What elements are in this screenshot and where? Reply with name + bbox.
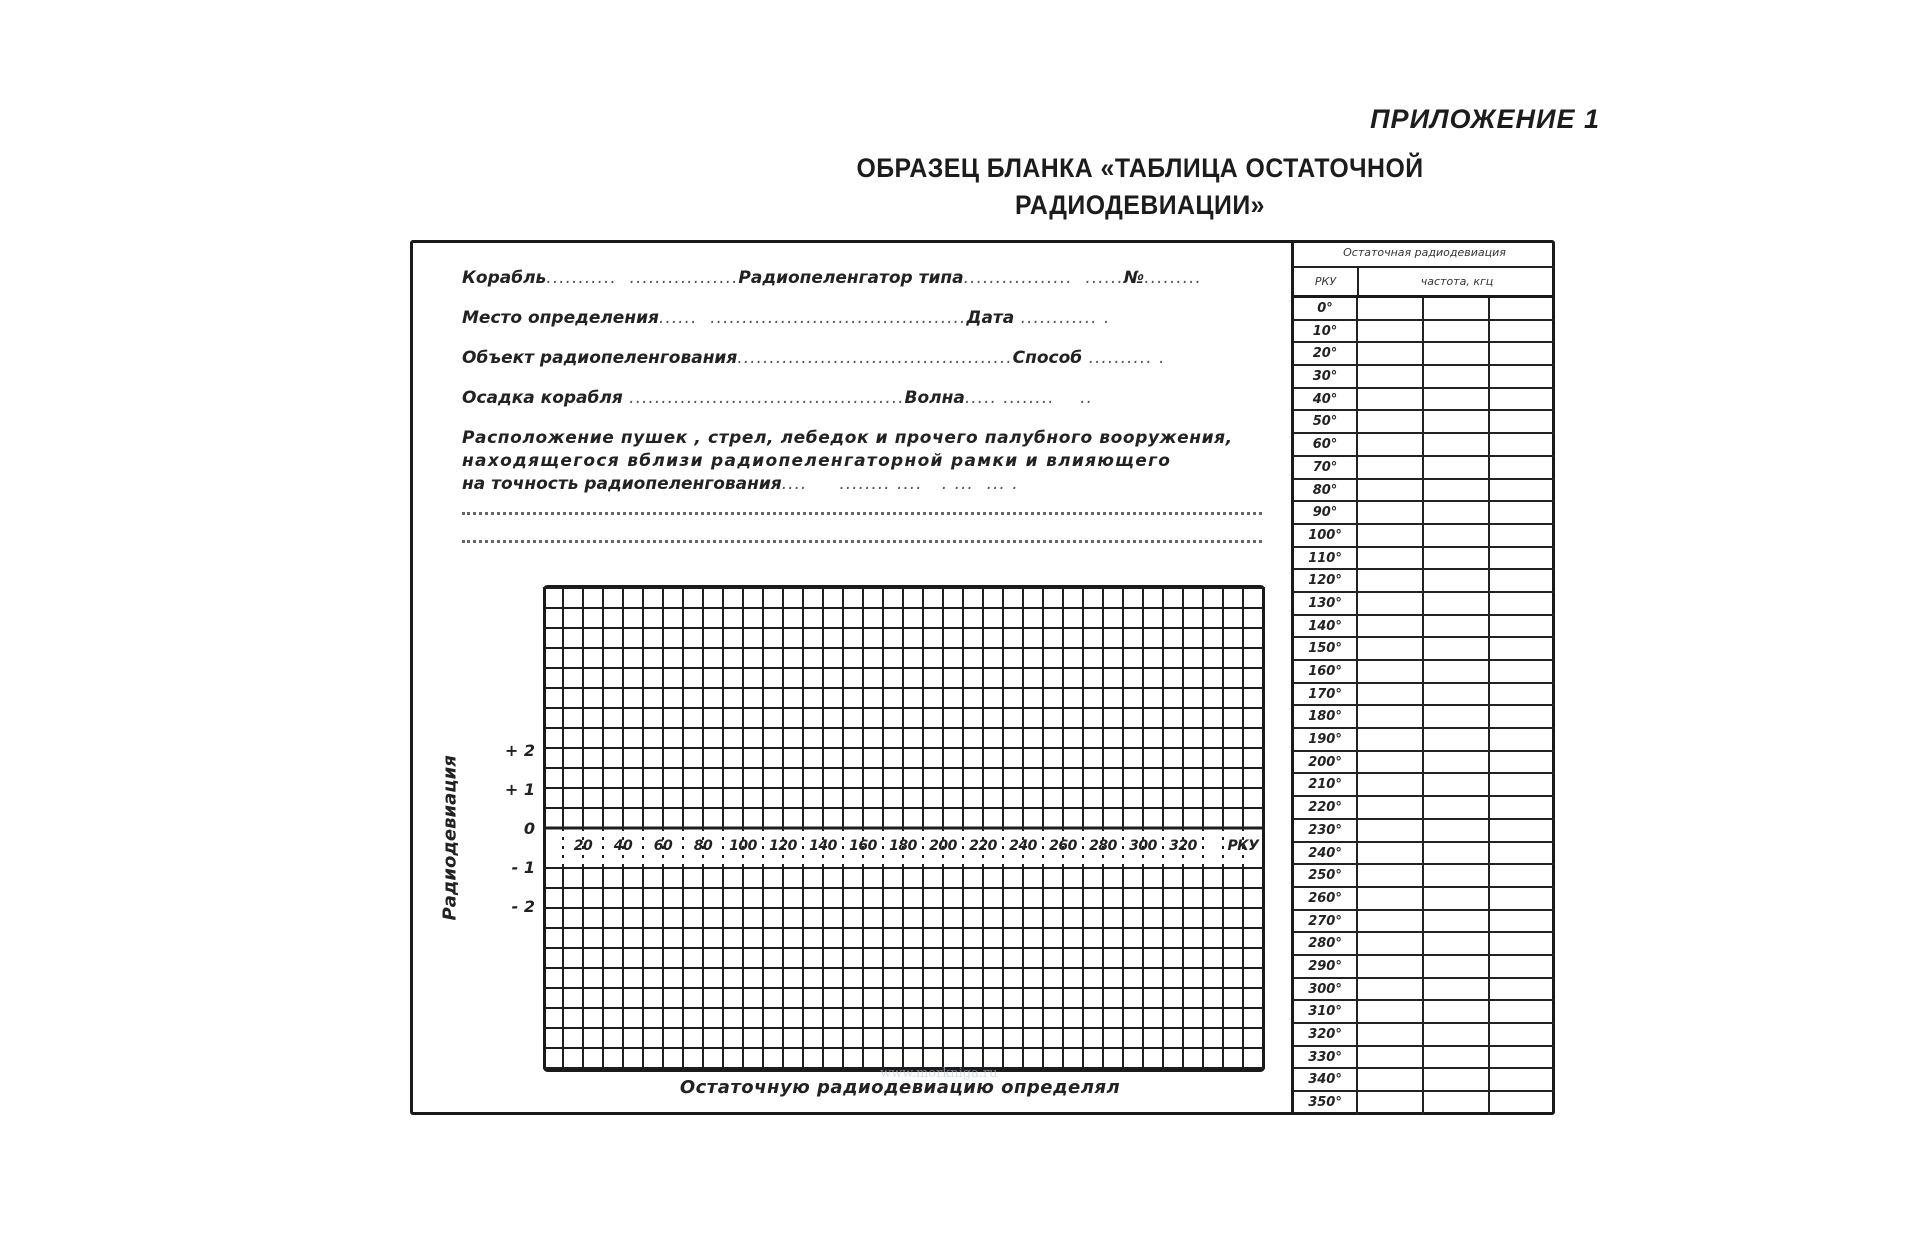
frequency-value-cell[interactable] xyxy=(1424,820,1490,841)
frequency-value-cell[interactable] xyxy=(1424,774,1490,795)
frequency-value-cell[interactable] xyxy=(1424,502,1490,523)
frequency-value-cell[interactable] xyxy=(1424,888,1490,909)
frequency-value-cell[interactable] xyxy=(1424,661,1490,682)
column-header-rku: РКУ xyxy=(1294,268,1359,295)
frequency-value-cell[interactable] xyxy=(1424,1092,1490,1115)
rku-cell: 300° xyxy=(1294,979,1358,1000)
table-row xyxy=(1294,343,1555,366)
x-tick-label: 220 xyxy=(969,838,997,854)
frequency-value-cell[interactable] xyxy=(1358,684,1424,705)
frequency-value-cell[interactable] xyxy=(1490,570,1555,591)
frequency-value-cell[interactable] xyxy=(1358,1001,1424,1022)
graph-y-label: Радиодевиация xyxy=(439,755,461,921)
rku-cell: 100° xyxy=(1294,525,1358,546)
frequency-value-cell[interactable] xyxy=(1424,343,1490,364)
rku-cell: 310° xyxy=(1294,1001,1358,1022)
table-row xyxy=(1294,661,1555,684)
rku-cell: 220° xyxy=(1294,797,1358,818)
frequency-value-cell[interactable] xyxy=(1358,752,1424,773)
frequency-value-cell[interactable] xyxy=(1358,389,1424,410)
date-label: Дата xyxy=(966,308,1015,328)
frequency-value-cell[interactable] xyxy=(1358,343,1424,364)
table-row xyxy=(1294,1092,1555,1115)
table-row xyxy=(1294,593,1555,616)
y-tick-plus-1: + 1 xyxy=(504,780,535,799)
table-row xyxy=(1294,752,1555,775)
rku-cell: 330° xyxy=(1294,1047,1358,1068)
place-label: Место определения xyxy=(462,308,659,328)
frequency-value-cell[interactable] xyxy=(1424,684,1490,705)
blank-line-2 xyxy=(462,540,1262,543)
rku-cell: 40° xyxy=(1294,389,1358,410)
frequency-value-cell[interactable] xyxy=(1490,752,1555,773)
table-header-row xyxy=(1294,268,1555,298)
table-row xyxy=(1294,525,1555,548)
frequency-value-cell[interactable] xyxy=(1424,548,1490,569)
direction-finder-label: Радиопеленгатор типа xyxy=(738,268,964,288)
frequency-value-cell[interactable] xyxy=(1424,911,1490,932)
x-tick-label: 160 xyxy=(849,838,877,854)
frequency-value-cell[interactable] xyxy=(1424,729,1490,750)
frequency-value-cell[interactable] xyxy=(1424,752,1490,773)
frequency-value-cell[interactable] xyxy=(1358,434,1424,455)
frequency-value-cell[interactable] xyxy=(1358,525,1424,546)
frequency-value-cell[interactable] xyxy=(1424,933,1490,954)
frequency-value-cell[interactable] xyxy=(1424,797,1490,818)
table-row xyxy=(1294,1024,1555,1047)
frequency-value-cell[interactable] xyxy=(1424,979,1490,1000)
frequency-value-cell[interactable] xyxy=(1358,1092,1424,1115)
frequency-value-cell[interactable] xyxy=(1424,570,1490,591)
table-row xyxy=(1294,820,1555,843)
wave-label: Волна xyxy=(904,388,965,408)
x-tick-label: 140 xyxy=(809,838,837,854)
field-ship-row: Корабль........... .................Радиопеленгатор типа................. ......№......... xyxy=(462,268,1202,288)
frequency-value-cell[interactable] xyxy=(1358,411,1424,432)
rku-cell: 130° xyxy=(1294,593,1358,614)
frequency-value-cell[interactable] xyxy=(1490,933,1555,954)
frequency-value-cell[interactable] xyxy=(1358,1069,1424,1090)
frequency-value-cell[interactable] xyxy=(1424,389,1490,410)
rku-cell: 110° xyxy=(1294,548,1358,569)
x-tick-label: 80 xyxy=(693,838,713,854)
table-row xyxy=(1294,298,1555,321)
frequency-value-cell[interactable] xyxy=(1490,480,1555,501)
rku-cell: 210° xyxy=(1294,774,1358,795)
appendix-label: ПРИЛОЖЕНИЕ 1 xyxy=(1370,104,1600,134)
frequency-value-cell[interactable] xyxy=(1358,366,1424,387)
rku-cell: 250° xyxy=(1294,865,1358,886)
table-row xyxy=(1294,366,1555,389)
frequency-value-cell[interactable] xyxy=(1490,1047,1555,1068)
frequency-value-cell[interactable] xyxy=(1358,661,1424,682)
x-tick-label: 320 xyxy=(1169,838,1197,854)
method-label: Способ xyxy=(1012,348,1083,368)
frequency-value-cell[interactable] xyxy=(1358,502,1424,523)
table-row xyxy=(1294,548,1555,571)
blank-line-1 xyxy=(462,512,1262,515)
frequency-value-cell[interactable] xyxy=(1490,797,1555,818)
frequency-value-cell[interactable] xyxy=(1490,820,1555,841)
rku-cell: 270° xyxy=(1294,911,1358,932)
table-row xyxy=(1294,1069,1555,1092)
frequency-value-cell[interactable] xyxy=(1490,525,1555,546)
frequency-value-cell[interactable] xyxy=(1424,1047,1490,1068)
document-title xyxy=(790,150,1489,224)
frequency-value-cell[interactable] xyxy=(1358,1024,1424,1045)
frequency-value-cell[interactable] xyxy=(1358,706,1424,727)
table-row xyxy=(1294,888,1555,911)
draft-label: Осадка корабля xyxy=(462,388,623,408)
frequency-value-cell[interactable] xyxy=(1490,593,1555,614)
frequency-value-cell[interactable] xyxy=(1358,865,1424,886)
frequency-value-cell[interactable] xyxy=(1490,1001,1555,1022)
rku-cell: 70° xyxy=(1294,457,1358,478)
table-row xyxy=(1294,729,1555,752)
frequency-value-cell[interactable] xyxy=(1490,956,1555,977)
rku-cell: 160° xyxy=(1294,661,1358,682)
table-row xyxy=(1294,457,1555,480)
field-draft-row: Осадка корабля ...........................................Волна..... ........ .. xyxy=(462,388,1093,408)
rku-cell: 50° xyxy=(1294,411,1358,432)
rku-cell: 240° xyxy=(1294,843,1358,864)
rku-cell: 150° xyxy=(1294,638,1358,659)
rku-cell: 350° xyxy=(1294,1092,1358,1115)
frequency-value-cell[interactable] xyxy=(1424,865,1490,886)
table-row xyxy=(1294,570,1555,593)
frequency-value-cell[interactable] xyxy=(1424,525,1490,546)
frequency-value-cell[interactable] xyxy=(1490,321,1555,342)
frequency-value-cell[interactable] xyxy=(1490,774,1555,795)
x-tick-label: 40 xyxy=(613,838,633,854)
frequency-value-cell[interactable] xyxy=(1490,979,1555,1000)
table-row xyxy=(1294,774,1555,797)
x-tick-label: 280 xyxy=(1089,838,1117,854)
residual-deviation-table xyxy=(1291,240,1555,1115)
y-tick-zero: 0 xyxy=(523,819,535,838)
frequency-value-cell[interactable] xyxy=(1490,911,1555,932)
rku-cell: 180° xyxy=(1294,706,1358,727)
frequency-value-cell[interactable] xyxy=(1490,548,1555,569)
frequency-value-cell[interactable] xyxy=(1424,593,1490,614)
table-row xyxy=(1294,502,1555,525)
table-row xyxy=(1294,956,1555,979)
frequency-value-cell[interactable] xyxy=(1490,1024,1555,1045)
rku-cell: 320° xyxy=(1294,1024,1358,1045)
table-row xyxy=(1294,1047,1555,1070)
frequency-value-cell[interactable] xyxy=(1490,661,1555,682)
frequency-value-cell[interactable] xyxy=(1424,366,1490,387)
frequency-value-cell[interactable] xyxy=(1490,865,1555,886)
frequency-value-cell[interactable] xyxy=(1358,820,1424,841)
title-line-1: ОБРАЗЕЦ БЛАНКА «ТАБЛИЦА ОСТАТОЧНОЙ xyxy=(856,153,1424,183)
location-line-3-row: на точность радиопеленгования.... ........ .... . ... ... . xyxy=(462,474,1019,494)
table-body xyxy=(1294,298,1555,1115)
frequency-value-cell[interactable] xyxy=(1490,434,1555,455)
frequency-value-cell[interactable] xyxy=(1358,888,1424,909)
x-tick-label: 240 xyxy=(1009,838,1037,854)
title-line-2: РАДИОДЕВИАЦИИ» xyxy=(1015,190,1265,220)
frequency-value-cell[interactable] xyxy=(1358,298,1424,319)
number-label: № xyxy=(1123,268,1145,288)
rku-cell: 340° xyxy=(1294,1069,1358,1090)
x-tick-label: 20 xyxy=(573,838,593,854)
frequency-value-cell[interactable] xyxy=(1424,298,1490,319)
frequency-value-cell[interactable] xyxy=(1358,593,1424,614)
watermark: www.morkniga.ru xyxy=(880,1066,998,1081)
frequency-value-cell[interactable] xyxy=(1490,843,1555,864)
frequency-value-cell[interactable] xyxy=(1358,911,1424,932)
frequency-value-cell[interactable] xyxy=(1358,548,1424,569)
table-row xyxy=(1294,321,1555,344)
y-tick-minus-1: - 1 xyxy=(511,858,535,877)
table-row xyxy=(1294,638,1555,661)
table-row xyxy=(1294,389,1555,412)
rku-cell: 230° xyxy=(1294,820,1358,841)
rku-cell: 60° xyxy=(1294,434,1358,455)
frequency-value-cell[interactable] xyxy=(1424,843,1490,864)
x-tick-label: 300 xyxy=(1129,838,1157,854)
rku-cell: 140° xyxy=(1294,616,1358,637)
rku-cell: 0° xyxy=(1294,298,1358,319)
frequency-value-cell[interactable] xyxy=(1424,1069,1490,1090)
field-object-row: Объект радиопеленгования...........................................Способ .......... . xyxy=(462,348,1166,368)
frequency-value-cell[interactable] xyxy=(1490,343,1555,364)
table-row xyxy=(1294,1001,1555,1024)
table-row xyxy=(1294,480,1555,503)
x-tick-label: 100 xyxy=(729,838,757,854)
rku-cell: 90° xyxy=(1294,502,1358,523)
frequency-value-cell[interactable] xyxy=(1358,979,1424,1000)
frequency-value-cell[interactable] xyxy=(1424,1024,1490,1045)
frequency-value-cell[interactable] xyxy=(1424,616,1490,637)
table-row xyxy=(1294,616,1555,639)
table-row xyxy=(1294,411,1555,434)
frequency-value-cell[interactable] xyxy=(1490,684,1555,705)
frequency-value-cell[interactable] xyxy=(1424,434,1490,455)
rku-cell: 200° xyxy=(1294,752,1358,773)
determined-by-label: Остаточную радиодевиацию определял xyxy=(679,1077,1121,1098)
table-row xyxy=(1294,684,1555,707)
frequency-value-cell[interactable] xyxy=(1424,480,1490,501)
field-place-row: Место определения...... ........................................Дата ............ . xyxy=(462,308,1111,328)
frequency-value-cell[interactable] xyxy=(1424,706,1490,727)
rku-cell: 120° xyxy=(1294,570,1358,591)
object-label: Объект радиопеленгования xyxy=(462,348,738,368)
grid-lines xyxy=(543,585,1265,1072)
frequency-value-cell[interactable] xyxy=(1424,1001,1490,1022)
frequency-value-cell[interactable] xyxy=(1490,502,1555,523)
frequency-value-cell[interactable] xyxy=(1358,1047,1424,1068)
frequency-value-cell[interactable] xyxy=(1358,480,1424,501)
frequency-value-cell[interactable] xyxy=(1358,457,1424,478)
frequency-value-cell[interactable] xyxy=(1358,570,1424,591)
frequency-value-cell[interactable] xyxy=(1490,411,1555,432)
x-tick-label: 260 xyxy=(1049,838,1077,854)
table-row xyxy=(1294,706,1555,729)
table-row xyxy=(1294,843,1555,866)
frequency-value-cell[interactable] xyxy=(1490,706,1555,727)
rku-cell: 290° xyxy=(1294,956,1358,977)
x-tick-label: 180 xyxy=(889,838,917,854)
location-line-3: на точность радиопеленгования xyxy=(462,474,782,494)
frequency-value-cell[interactable] xyxy=(1358,933,1424,954)
table-row xyxy=(1294,434,1555,457)
frequency-value-cell[interactable] xyxy=(1358,638,1424,659)
frequency-value-cell[interactable] xyxy=(1424,411,1490,432)
x-tick-label: 60 xyxy=(653,838,673,854)
rku-cell: 260° xyxy=(1294,888,1358,909)
frequency-value-cell[interactable] xyxy=(1424,321,1490,342)
y-tick-plus-2: + 2 xyxy=(504,741,535,760)
y-tick-minus-2: - 2 xyxy=(511,897,535,916)
frequency-value-cell[interactable] xyxy=(1424,638,1490,659)
rku-cell: 30° xyxy=(1294,366,1358,387)
frequency-value-cell[interactable] xyxy=(1358,774,1424,795)
frequency-value-cell[interactable] xyxy=(1358,956,1424,977)
frequency-value-cell[interactable] xyxy=(1490,638,1555,659)
rku-cell: 170° xyxy=(1294,684,1358,705)
frequency-value-cell[interactable] xyxy=(1358,843,1424,864)
frequency-value-cell[interactable] xyxy=(1358,729,1424,750)
frequency-value-cell[interactable] xyxy=(1490,729,1555,750)
x-tick-label: 120 xyxy=(769,838,797,854)
rku-cell: 280° xyxy=(1294,933,1358,954)
frequency-value-cell[interactable] xyxy=(1490,366,1555,387)
frequency-value-cell[interactable] xyxy=(1424,956,1490,977)
frequency-value-cell[interactable] xyxy=(1358,616,1424,637)
ship-label: Корабль xyxy=(462,268,547,288)
rku-cell: 190° xyxy=(1294,729,1358,750)
table-row xyxy=(1294,797,1555,820)
frequency-value-cell[interactable] xyxy=(1490,457,1555,478)
table-row xyxy=(1294,933,1555,956)
frequency-value-cell[interactable] xyxy=(1490,389,1555,410)
frequency-value-cell[interactable] xyxy=(1490,298,1555,319)
rku-cell: 10° xyxy=(1294,321,1358,342)
frequency-value-cell[interactable] xyxy=(1358,321,1424,342)
location-line-1: Расположение пушек , стрел, лебедок и прочего палубного вооружения, xyxy=(462,428,1233,448)
table-row xyxy=(1294,865,1555,888)
frequency-value-cell[interactable] xyxy=(1490,616,1555,637)
table-row xyxy=(1294,911,1555,934)
frequency-value-cell[interactable] xyxy=(1490,1092,1555,1115)
frequency-value-cell[interactable] xyxy=(1490,1069,1555,1090)
location-line-2: находящегося вблизи радиопеленгаторной рамки и влияющего xyxy=(462,451,1172,471)
frequency-value-cell[interactable] xyxy=(1424,457,1490,478)
table-row xyxy=(1294,979,1555,1002)
column-header-frequency: частота, кгц xyxy=(1420,275,1494,288)
frequency-value-cell[interactable] xyxy=(1490,888,1555,909)
frequency-value-cell[interactable] xyxy=(1358,797,1424,818)
table-title: Остаточная радиодевиация xyxy=(1294,240,1555,268)
x-axis-label: РКУ xyxy=(1227,838,1259,854)
x-tick-label: 200 xyxy=(929,838,957,854)
deviation-graph-grid xyxy=(543,585,1265,1072)
rku-cell: 80° xyxy=(1294,480,1358,501)
rku-cell: 20° xyxy=(1294,343,1358,364)
